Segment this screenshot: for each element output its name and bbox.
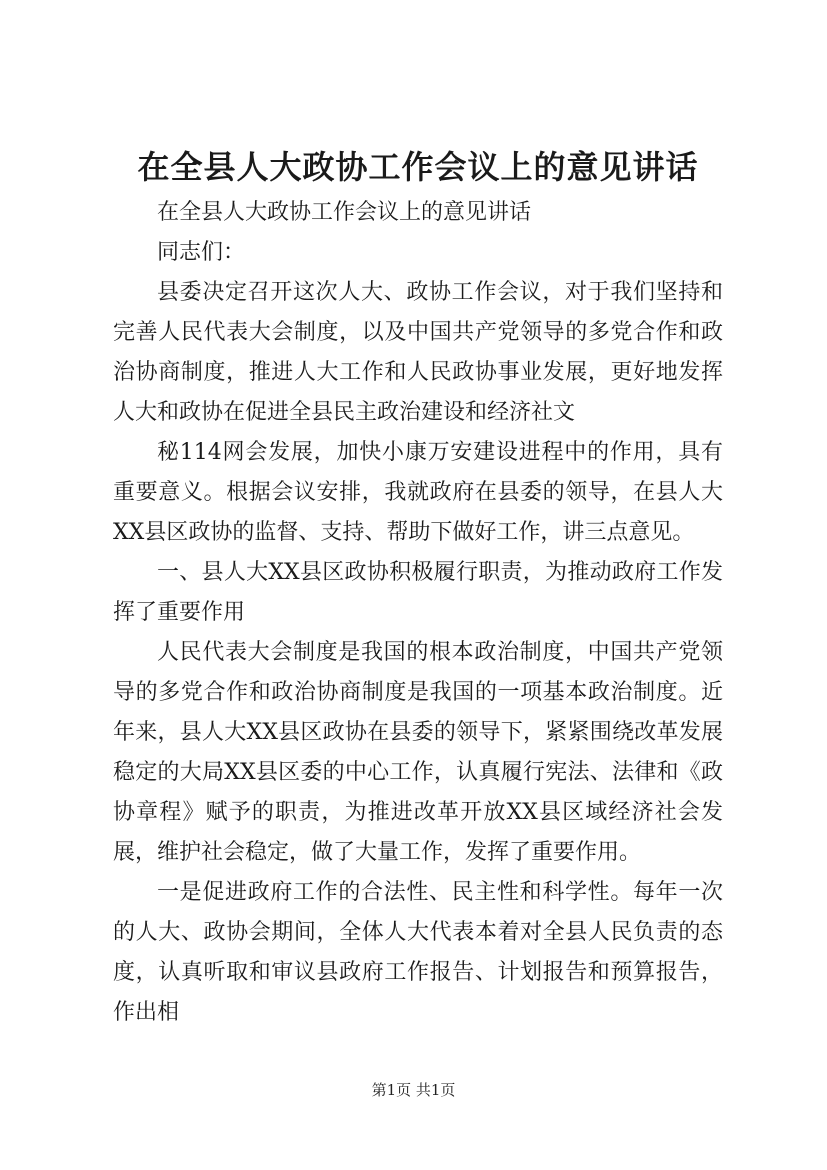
page-footer: 第1页 共1页 (371, 1081, 456, 1099)
paragraph: 一是促进政府工作的合法性、民主性和科学性。每年一次的人大、政协会期间，全体人大代表本着对全县人民负责的态度，认真听取和审议县政府工作报告、计划报告和预算报告，作出相 (113, 880, 723, 1025)
paragraph: 同志们： (157, 240, 246, 265)
document-body (113, 193, 723, 1033)
document-title: 在全县人大政协工作会议上的意见讲话 (137, 148, 699, 186)
paragraph: 一、县人大XX县区政协积极履行职责，为推动政府工作发挥了重要作用 (113, 560, 723, 625)
paragraph: 在全县人大政协工作会议上的意见讲话 (157, 200, 532, 225)
paragraph: 人民代表大会制度是我国的根本政治制度，中国共产党领导的多党合作和政治协商制度是我国的一项基本政治制度。近年来，县人大XX县区政协在县委的领导下，紧紧围绕改革发展稳定的大局XX县区委的中心工作，认真履行宪法、法律和《政协章程》赋予的职责，为推进改革开放XX县区域经济社会发展，维护社会稳定，做了大量工作，发挥了重要作用。 (113, 640, 723, 865)
paragraph: 县委决定召开这次人大、政协工作会议，对于我们坚持和完善人民代表大会制度，以及中国共产党领导的多党合作和政治协商制度，推进人大工作和人民政协事业发展，更好地发挥人大和政协在促进全县民主政治建设和经济社文 (113, 280, 723, 425)
paragraph: 秘114网会发展，加快小康万安建设进程中的作用，具有重要意义。根据会议安排，我就政府在县委的领导，在县人大XX县区政协的监督、支持、帮助下做好工作，讲三点意见。 (113, 440, 723, 545)
